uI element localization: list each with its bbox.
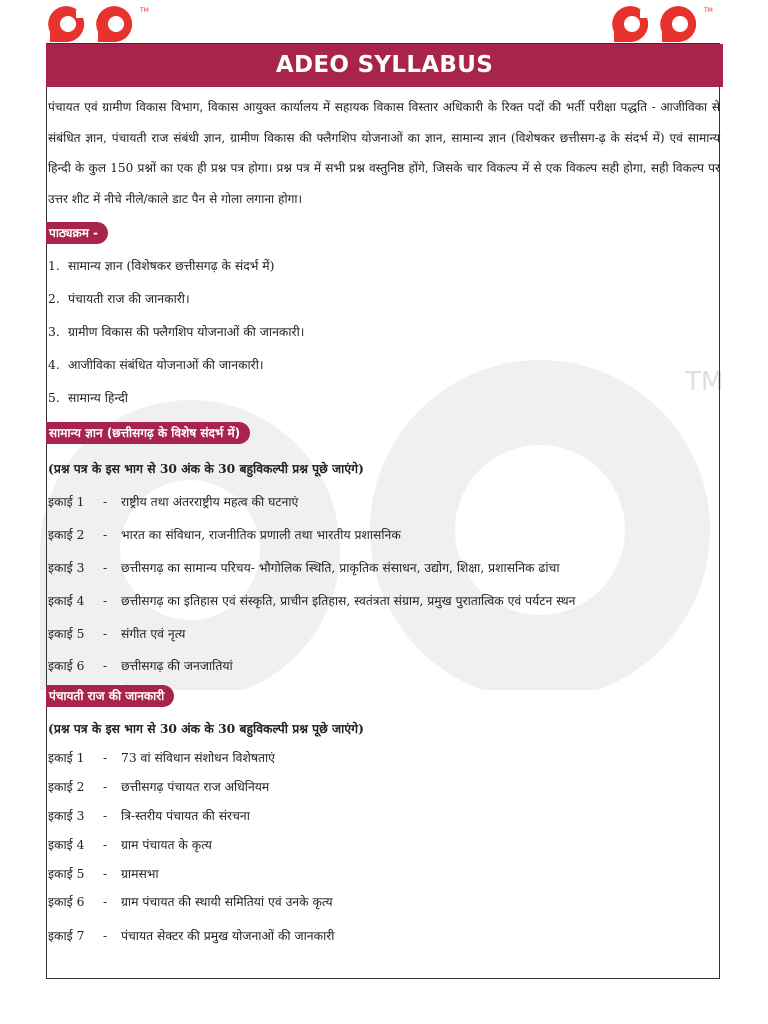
unit-row: इकाई 7 - पंचायत सेक्टर की प्रमुख योजनाओं की जानकारी bbox=[48, 929, 335, 943]
panchayat-heading: पंचायती राज की जानकारी bbox=[46, 685, 174, 707]
unit-row: इकाई 1 - राष्ट्रीय तथा अंतरराष्ट्रीय महत्व की घटनाएं bbox=[48, 495, 299, 509]
watermark-tm: TM bbox=[685, 367, 724, 397]
list-item: 1. सामान्य ज्ञान (विशेषकर छत्तीसगढ़ के संदर्भ में) bbox=[48, 259, 275, 273]
unit-row: इकाई 2 - छत्तीसगढ़ पंचायत राज अधिनियम bbox=[48, 780, 270, 794]
unit-row: इकाई 4 - ग्राम पंचायत के कृत्य bbox=[48, 838, 212, 852]
brand-logo-right bbox=[610, 4, 722, 44]
unit-row: इकाई 5 - संगीत एवं नृत्य bbox=[48, 627, 186, 641]
gk-note: (प्रश्न पत्र के इस भाग से 30 अंक के 30 बहुविकल्पी प्रश्न पूछे जाएंगे) bbox=[48, 461, 364, 476]
list-item: 2. पंचायती राज की जानकारी। bbox=[48, 292, 190, 306]
unit-row: इकाई 4 - छत्तीसगढ़ का इतिहास एवं संस्कृति, प्राचीन इतिहास, स्वतंत्रता संग्राम, प्रमुख पुरातात्विक एवं पर्यटन स्थन bbox=[48, 594, 576, 608]
unit-row: इकाई 3 - छत्तीसगढ़ का सामान्य परिचय- भौगोलिक स्थिति, प्राकृतिक संसाधन, उद्योग, शिक्षा, प्रशासनिक ढांचा bbox=[48, 561, 560, 575]
intro-paragraph: पंचायत एवं ग्रामीण विकास विभाग, विकास आयुक्त कार्यालय में सहायक विकास विस्तार अधिकारी के रिक्त पदों की भर्ती परीक्षा पद्धति - आजीविका से संबंधित ज्ञान, पंचायती राज संबंधी ज्ञान, ग्रामीण विकास की फ्लैगशिप योजनाओं का ज्ञान, सामान्य ज्ञान (विशेषकर छत्तीसग-ढ़ के संदर्भ में) एवं सामान्य हिन्दी के कुल 150 प्रश्नों का एक ही प्रश्न पत्र होगा। प्रश्न पत्र में सभी प्रश्न वस्तुनिष्ठ होंगे, जिसके चार विकल्प में से एक विकल्प सही होगा, सही विकल्प पर उत्तर शीट में नीचे नीले/काले डाट पैन से गोला लगाना होगा। bbox=[48, 100, 720, 206]
unit-row: इकाई 5 - ग्रामसभा bbox=[48, 867, 159, 881]
logo-tm-right: TM bbox=[704, 7, 713, 14]
unit-row: इकाई 2 - भारत का संविधान, राजनीतिक प्रणाली तथा भारतीय प्रशासनिक bbox=[48, 528, 401, 542]
brand-logo-left bbox=[46, 4, 158, 44]
page-title: ADEO SYLLABUS bbox=[46, 44, 723, 87]
syllabus-heading: पाठ्यक्रम - bbox=[46, 222, 108, 244]
panchayat-note: (प्रश्न पत्र के इस भाग से 30 अंक के 30 बहुविकल्पी प्रश्न पूछे जाएंगे) bbox=[48, 721, 364, 736]
unit-row: इकाई 1 - 73 वां संविधान संशोधन विशेषताएं bbox=[48, 751, 275, 765]
unit-row: इकाई 3 - त्रि-स्तरीय पंचायत की संरचना bbox=[48, 809, 250, 823]
list-item: 3. ग्रामीण विकास की फ्लैगशिप योजनाओं की जानकारी। bbox=[48, 325, 305, 339]
logo-tm-left: TM bbox=[140, 7, 149, 14]
unit-row: इकाई 6 - छत्तीसगढ़ की जनजातियां bbox=[48, 659, 233, 673]
list-item: 5. सामान्य हिन्दी bbox=[48, 391, 128, 405]
unit-row: इकाई 6 - ग्राम पंचायत की स्थायी समितियां एवं उनके कृत्य bbox=[48, 895, 333, 909]
list-item: 4. आजीविका संबंधित योजनाओं की जानकारी। bbox=[48, 358, 264, 372]
gk-heading: सामान्य ज्ञान (छत्तीसगढ़ के विशेष संदर्भ में) bbox=[46, 422, 250, 444]
